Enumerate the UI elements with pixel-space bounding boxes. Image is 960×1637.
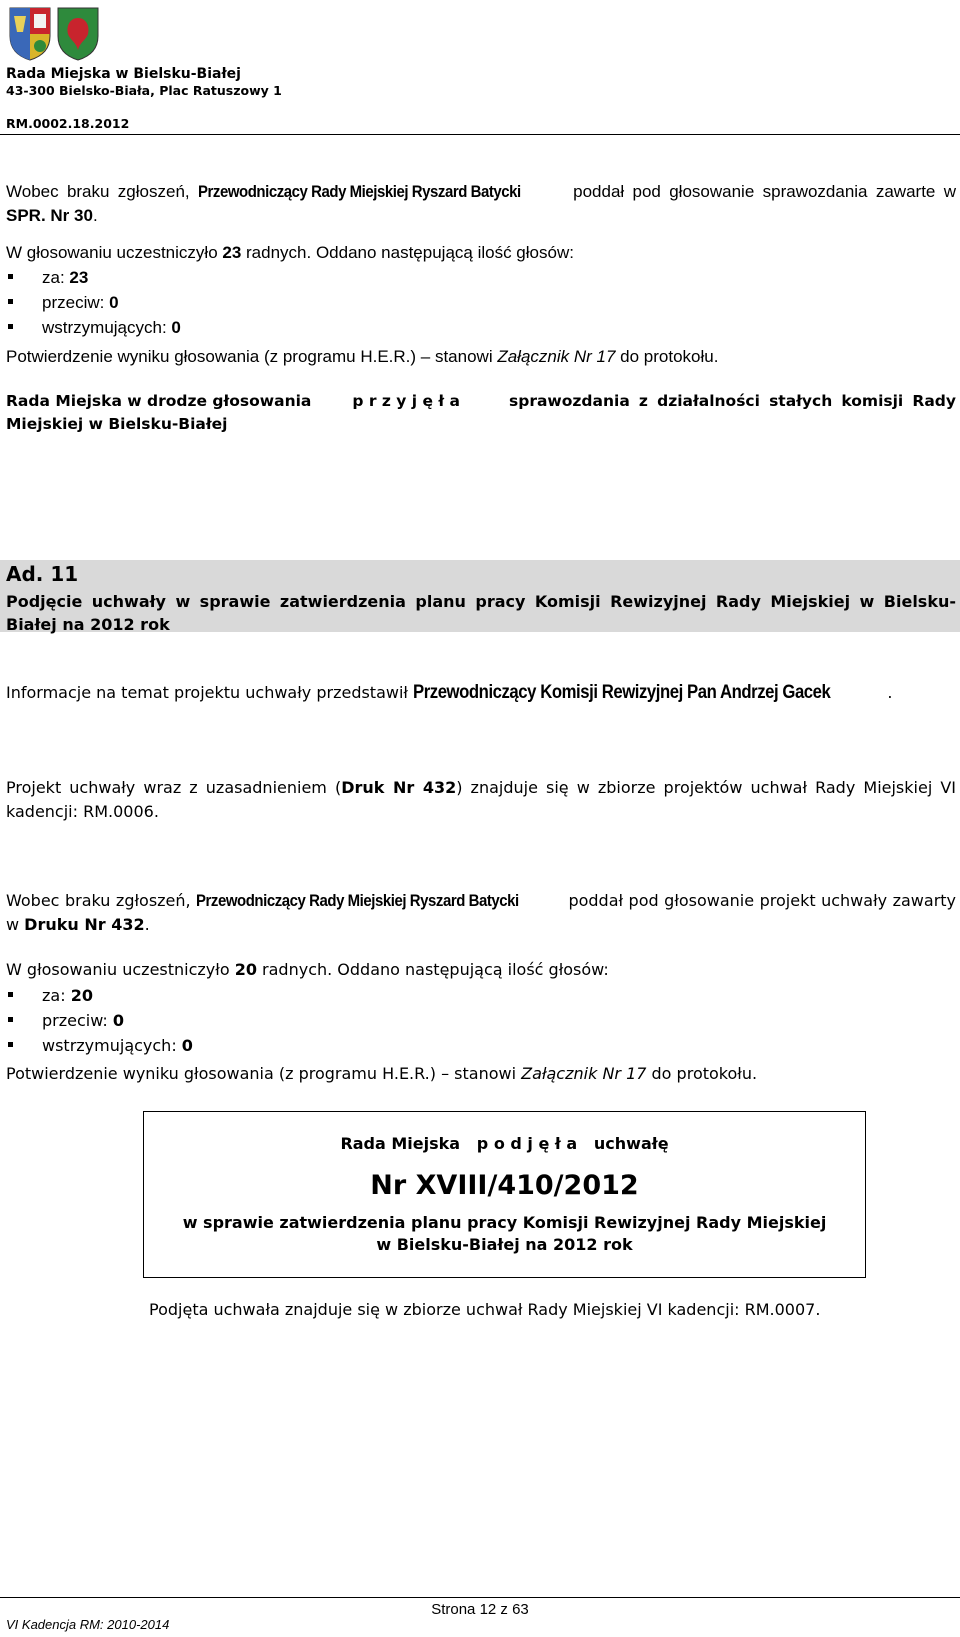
text-run: radnych. Oddano następującą ilość głosów: <box>256 960 609 979</box>
vote-label: za: <box>42 268 70 287</box>
section2-vote-list <box>6 983 193 1058</box>
header-divider <box>0 134 960 135</box>
vote-item-against <box>6 1008 193 1033</box>
vote-item-for <box>6 983 193 1008</box>
resolution-box <box>143 1111 866 1278</box>
vote-value: 0 <box>112 1011 125 1030</box>
section2-info <box>6 681 956 705</box>
section1-confirmation <box>6 345 956 369</box>
spr-reference: SPR. Nr 30 <box>6 206 93 225</box>
vote-label: wstrzymujących: <box>42 1036 182 1055</box>
text-run: Projekt uchwały wraz z uzasadnieniem ( <box>6 778 342 797</box>
text-run: . <box>144 915 150 934</box>
text-run: ) znajduje się w zbiorze projektów uchwał Rady Miejskiej VI kadencji: RM.0006. <box>6 778 957 821</box>
section1-vote-summary <box>6 241 956 265</box>
text-run: W głosowaniu uczestniczyło <box>6 960 235 979</box>
vote-item-abstain <box>6 315 181 340</box>
section2-confirmation <box>6 1062 956 1086</box>
section2-project <box>6 776 956 824</box>
text-run: do protokołu. <box>646 1064 758 1083</box>
vote-label: przeciw: <box>42 293 110 312</box>
text-run: radnych. Oddano następującą ilość głosów: <box>241 243 574 262</box>
vote-value: 0 <box>181 1036 193 1055</box>
section1-decision <box>6 390 956 433</box>
decision-object: sprawozdania z działalności stałych komisji Rady Miejskiej w Bielsku-Białej <box>6 392 956 433</box>
resolution-subject: Rada Miejska <box>340 1134 461 1153</box>
vote-label: za: <box>42 986 71 1005</box>
agenda-item-subject: Podjęcie uchwały w sprawie zatwierdzenia planu pracy Komisji Rewizyjnej Rady Miejskiej w Bielsku-Białej na 2012 rok <box>6 592 956 634</box>
text-run: Wobec braku zgłoszeń, <box>6 182 198 201</box>
presenter-name: Przewodniczący Komisji Rewizyjnej Pan Andrzej Gacek <box>413 682 831 703</box>
closing-note: Podjęta uchwała znajduje się w zbiorze uchwał Rady Miejskiej VI kadencji: RM.0007. <box>149 1300 821 1319</box>
biala-coat-of-arms-icon <box>56 6 100 62</box>
page-number: Strona 12 z 63 <box>431 1601 529 1618</box>
text-run: poddał pod głosowanie sprawozdania zawarte w <box>564 182 956 201</box>
text-run: Potwierdzenie wyniku głosowania (z programu H.E.R.) – stanowi <box>6 347 498 366</box>
org-address: 43-300 Bielsko-Biała, Plac Ratuszowy 1 <box>6 83 282 98</box>
attachment-reference: Załącznik Nr 17 <box>521 1064 647 1083</box>
text-run: Potwierdzenie wyniku głosowania (z programu H.E.R.) – stanowi <box>6 1064 522 1083</box>
resolution-subject-line: w Bielsku-Białej na 2012 rok <box>376 1235 633 1254</box>
section2-intro <box>6 889 956 937</box>
resolution-heading <box>144 1134 865 1153</box>
agenda-item-title: Ad. 11 <box>6 562 79 586</box>
decision-verb: p r z y j ę ł a <box>352 392 461 410</box>
org-name: Rada Miejska w Bielsku-Białej <box>6 66 241 82</box>
text-run: Informacje na temat projektu uchwały przedstawił <box>6 683 414 702</box>
druk-reference: Druk Nr 432 <box>341 778 457 797</box>
chair-name: Przewodniczący Rady Miejskiej Ryszard Batycki <box>197 182 521 201</box>
vote-value: 23 <box>69 268 89 287</box>
vote-value: 20 <box>70 986 93 1005</box>
text-run: Wobec braku zgłoszeń, <box>6 891 197 910</box>
text-run: do protokołu. <box>615 347 719 366</box>
vote-label: wstrzymujących: <box>42 318 172 337</box>
vote-count: 20 <box>234 960 257 979</box>
term-label: VI Kadencja RM: 2010-2014 <box>6 1617 170 1632</box>
resolution-subject-text <box>144 1212 865 1256</box>
text-run: poddał pod głosowanie projekt uchwały zawarty w <box>6 891 957 934</box>
section1-vote-list <box>6 265 181 340</box>
text-run: W głosowaniu uczestniczyło <box>6 243 223 262</box>
vote-item-against <box>6 290 181 315</box>
footer-divider <box>0 1597 960 1598</box>
document-reference: RM.0002.18.2012 <box>6 116 130 131</box>
section2-vote-summary <box>6 958 956 982</box>
text-run: . <box>92 206 98 225</box>
resolution-verb: p o d j ę ł a <box>476 1134 578 1153</box>
bielsko-coat-of-arms-icon <box>8 6 52 62</box>
section1-intro <box>6 180 956 228</box>
vote-label: przeciw: <box>42 1011 113 1030</box>
attachment-reference: Załącznik Nr 17 <box>497 347 616 366</box>
decision-subject: Rada Miejska w drodze głosowania <box>6 392 312 410</box>
resolution-subject-line: w sprawie zatwierdzenia planu pracy Komisji Rewizyjnej Rady Miejskiej <box>182 1213 827 1232</box>
vote-value: 0 <box>171 318 181 337</box>
vote-item-for <box>6 265 181 290</box>
vote-count: 23 <box>222 243 242 262</box>
vote-value: 0 <box>109 293 119 312</box>
vote-item-abstain <box>6 1033 193 1058</box>
resolution-object: uchwałę <box>593 1134 669 1153</box>
chair-name: Przewodniczący Rady Miejskiej Ryszard Batycki <box>196 891 519 910</box>
text-run: . <box>887 683 893 702</box>
druk-reference: Druku Nr 432 <box>24 915 145 934</box>
resolution-number: Nr XVIII/410/2012 <box>370 1170 639 1201</box>
